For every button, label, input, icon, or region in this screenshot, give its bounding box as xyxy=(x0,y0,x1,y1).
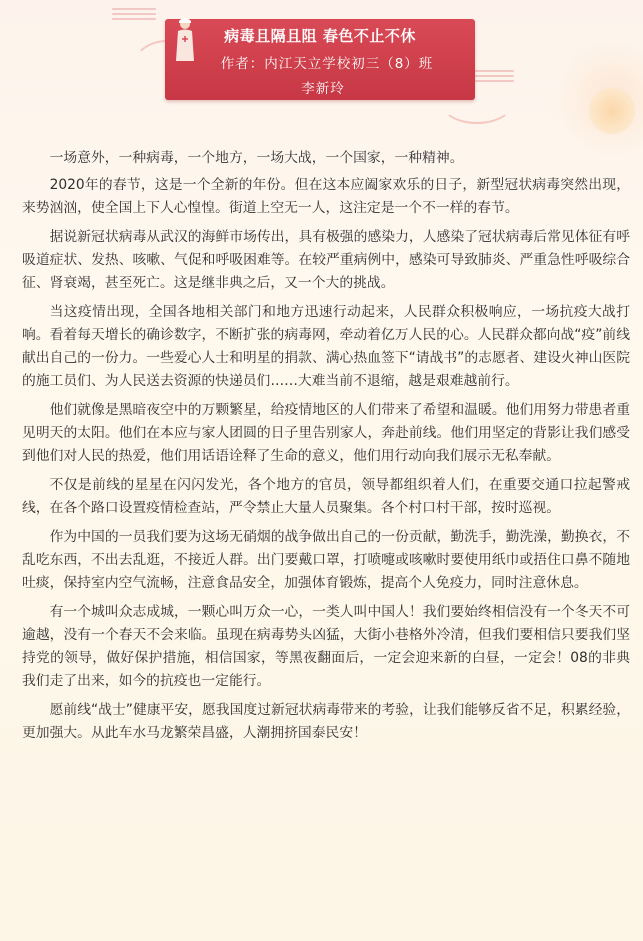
paragraph: 2020年的春节，这是一个全新的年份。但在这本应阖家欢乐的日子，新型冠状病毒突然出现，来势汹汹，使全国上下人心惶惶。街道上空无一人，这注定是一个不一样的春节。 xyxy=(22,177,630,216)
title-banner xyxy=(165,19,475,100)
decorative-stripes-left xyxy=(112,8,156,24)
paragraph: 愿前线“战士”健康平安，愿我国度过新冠状病毒带来的考验，让我们能够反省不足，积累经验，更加强大。从此车水马龙繁荣昌盛，人潮拥挤国泰民安！ xyxy=(22,702,630,741)
article-body xyxy=(22,147,630,745)
paragraph: 他们就像是黑暗夜空中的万颗繁星，给疫情地区的人们带来了希望和温暖。他们用努力带患者重见明天的太阳。他们在本应与家人团圆的日子里告别家人，奔赴前线。他们用坚定的背影让我们感受到他们对人民的热爱，他们用话语诠释了生命的意义，他们用行动向我们展示无私奉献。 xyxy=(22,402,630,464)
article-title: 病毒且隔且阻 春色不止不休 xyxy=(224,27,416,45)
paragraph: 据说新冠状病毒从武汉的海鲜市场传出，具有极强的感染力，人感染了冠状病毒后常见体征有呼吸道症状、发热、咳嗽、气促和呼吸困难等。在较严重病例中，感染可导致肺炎、严重急性呼吸综合征、肾衰竭，甚至死亡。这是继非典之后，又一个大的挑战。 xyxy=(22,229,630,291)
decorative-flower-icon xyxy=(589,88,635,134)
paragraph: 作为中国的一员我们要为这场无硝烟的战争做出自己的一份贡献，勤洗手，勤洗澡，勤换衣，不乱吃东西，不出去乱逛，不接近人群。出门要戴口罩，打喷嚏或咳嗽时要使用纸巾或捂住口鼻不随地吐痰，保持室内空气流畅，注意食品安全，加强体育锻炼，提高个人免疫力，同时注意休息。 xyxy=(22,529,630,591)
paragraph: 当这疫情出现，全国各地相关部门和地方迅速行动起来，人民群众积极响应，一场抗疫大战打响。看着每天增长的确诊数字，不断扩张的病毒网，牵动着亿万人民的心。人民群众都向战“疫”前线献出自己的一份力。一些爱心人士和明星的捐款、满心热血签下“请战书”的志愿者、建设火神山医院的施工员们、为人民送去资源的快递员们……大难当前不退缩，越是艰难越前行。 xyxy=(22,304,630,389)
paragraph: 有一个城叫众志成城，一颗心叫万众一心，一类人叫中国人！我们要始终相信没有一个冬天不可逾越，没有一个春天不会来临。虽现在病毒势头凶猛，大街小巷格外冷清，但我们要相信只要我们坚持党的领导，做好保护措施，相信国家，等黑夜翻面后，一定会迎来新的白昼，一定会！08的非典我们走了出来，如今的抗疫也一定能行。 xyxy=(22,604,630,689)
paragraph: 一场意外，一种病毒，一个地方，一场大战，一个国家，一种精神。 xyxy=(49,150,464,166)
paragraph: 不仅是前线的星星在闪闪发光，各个地方的官员，领导都组织着人们，在重要交通口拉起警戒线，在各个路口设置疫情检查站，严令禁止大量人员聚集。各个村口村干部，按时巡视。 xyxy=(22,477,630,516)
author-name: 李新玲 xyxy=(301,81,345,97)
article-author: 作者：内江天立学校初三（8）班 xyxy=(220,56,434,72)
